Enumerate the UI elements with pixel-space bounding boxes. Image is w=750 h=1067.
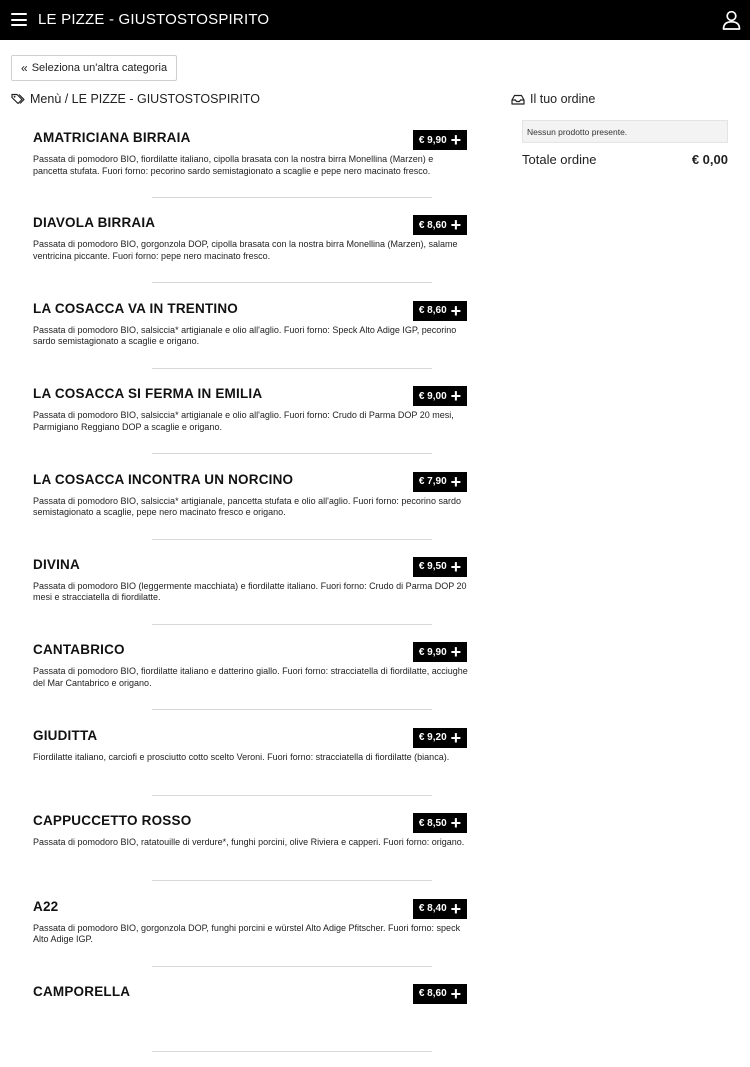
item-name: DIVINA [33, 556, 80, 572]
order-total-label: Totale ordine [522, 152, 597, 167]
plus-icon: + [450, 130, 462, 150]
plus-icon: + [450, 386, 462, 407]
item-description: Passata di pomodoro BIO, salsiccia* artigianale e olio all'aglio. Fuori forno: Crudo di Parma DOP 20 mesi, Parmigiano Reggiano DOP a scaglie e origano. [33, 410, 454, 432]
item-name: LA COSACCA SI FERMA IN EMILIA [33, 386, 263, 402]
item-name: CAPPUCCETTO ROSSO [33, 813, 192, 829]
menu-item [0, 128, 500, 213]
item-price: € 9,00 [418, 390, 447, 402]
add-to-order-button[interactable] [413, 728, 467, 748]
item-price: € 9,90 [418, 134, 447, 146]
menu-item-list [0, 128, 500, 1067]
add-to-order-button[interactable] [413, 386, 467, 406]
plus-icon: + [450, 642, 462, 663]
item-divider [152, 368, 432, 369]
item-divider [152, 197, 432, 198]
add-to-order-button[interactable] [413, 899, 467, 919]
order-title: Il tuo ordine [530, 92, 596, 106]
item-name: CANTABRICO [33, 642, 125, 658]
item-name: LA COSACCA INCONTRA UN NORCINO [33, 471, 294, 487]
menu-icon[interactable] [11, 13, 27, 26]
item-price: € 8,60 [418, 305, 447, 317]
add-to-order-button[interactable] [413, 472, 467, 492]
item-price: € 8,60 [418, 988, 447, 1000]
item-name: A22 [33, 898, 59, 914]
plus-icon: + [450, 727, 462, 748]
menu-item [0, 213, 500, 298]
item-name: AMATRICIANA BIRRAIA [33, 130, 191, 145]
menu-item [0, 555, 500, 640]
tags-icon [11, 93, 26, 105]
item-description: Passata di pomodoro BIO, gorgonzola DOP, funghi porcini e würstel Alto Adige Pfitscher. Fuori forno: speck Alto Adige IGP. [33, 922, 461, 945]
menu-item [0, 470, 500, 555]
item-price: € 8,60 [418, 219, 447, 231]
add-to-order-button[interactable] [413, 130, 467, 150]
user-icon[interactable] [722, 10, 741, 30]
add-to-order-button[interactable] [413, 215, 467, 235]
plus-icon: + [450, 471, 462, 492]
item-description: Passata di pomodoro BIO, gorgonzola DOP, cipolla brasata con la nostra birra Monellina (Marzen), salame ventricina piccante. Fuori forno: pepe nero macinato fresco. [33, 239, 458, 261]
item-description: Passata di pomodoro BIO, salsiccia* artigianale, pancetta stufata e olio all'aglio. Fuori forno: pecorino sardo semistagionato a scaglie, pepe nero macinato fresco e origano. [33, 495, 461, 518]
item-price: € 9,50 [418, 561, 447, 573]
plus-icon: + [450, 898, 462, 919]
select-category-button[interactable] [11, 55, 177, 81]
add-to-order-button[interactable] [413, 813, 467, 833]
item-description: Passata di pomodoro BIO, salsiccia* artigianale e olio all'aglio. Fuori forno: Speck Alto Adige IGP, pecorino sardo semistagionato a scaglie e origano. [33, 324, 457, 347]
plus-icon: + [450, 300, 462, 321]
item-divider [152, 966, 432, 967]
page-title: LE PIZZE - GIUSTOSTOSPIRITO [38, 11, 270, 28]
double-chevron-left-icon: « [21, 61, 28, 75]
item-name: DIAVOLA BIRRAIA [33, 215, 156, 231]
breadcrumb-text: Menù / LE PIZZE - GIUSTOSTOSPIRITO [30, 92, 260, 106]
order-total-value: € 0,00 [691, 152, 728, 167]
item-name: LA COSACCA VA IN TRENTINO [33, 300, 238, 316]
item-name: GIUDITTA [33, 727, 98, 743]
item-price: € 9,90 [418, 646, 447, 658]
item-divider [152, 453, 432, 454]
menu-item [0, 982, 500, 1067]
menu-item [0, 299, 500, 384]
item-divider [152, 539, 432, 540]
menu-item [0, 811, 500, 896]
item-price: € 9,20 [418, 732, 447, 744]
item-divider [152, 709, 432, 710]
order-empty-message: Nessun prodotto presente. [522, 120, 728, 143]
item-price: € 8,50 [418, 817, 447, 829]
add-to-order-button[interactable] [413, 642, 467, 662]
top-bar [0, 0, 750, 40]
plus-icon: + [450, 813, 462, 834]
plus-icon: + [450, 215, 462, 236]
item-description: Passata di pomodoro BIO (leggermente macchiata) e fiordilatte italiano. Fuori forno: Crudo di Parma DOP 20 mesi e stracciatella di fiordilatte. [33, 580, 467, 603]
add-to-order-button[interactable] [413, 557, 467, 577]
item-price: € 7,90 [418, 476, 447, 488]
item-price: € 8,40 [418, 903, 447, 915]
menu-item [0, 726, 500, 811]
add-to-order-button[interactable] [413, 301, 467, 321]
breadcrumb [11, 92, 260, 106]
item-description: Fiordilatte italiano, carciofi e prosciutto cotto scelto Veroni. Fuori forno: stracciatella di fiordilatte (bianca). [33, 751, 450, 762]
menu-item [0, 897, 500, 982]
item-description: Passata di pomodoro BIO, fiordilatte italiano e datterino giallo. Fuori forno: stracciatella di fiordilatte, acciughe del Mar Cantabrico e origano. [33, 666, 468, 688]
item-description: Passata di pomodoro BIO, ratatouille di verdure*, funghi porcini, olive Riviera e capperi. Fuori forno: origano. [33, 837, 465, 848]
plus-icon: + [450, 983, 462, 1004]
item-divider [152, 1051, 432, 1052]
menu-item [0, 384, 500, 469]
item-divider [152, 880, 432, 881]
plus-icon: + [450, 556, 462, 577]
item-name: CAMPORELLA [33, 983, 131, 999]
item-description: Passata di pomodoro BIO, fiordilatte italiano, cipolla brasata con la nostra birra Monellina (Marzen) e pancetta stufata. Fuori forno: pecorino sardo semistagionato a scaglie e pepe nero macinato fresco. [33, 154, 434, 176]
add-to-order-button[interactable] [413, 984, 467, 1004]
inbox-icon [511, 94, 525, 105]
item-divider [152, 624, 432, 625]
menu-item [0, 640, 500, 725]
item-divider [152, 795, 432, 796]
select-category-label: Seleziona un'altra categoria [31, 62, 168, 74]
item-divider [152, 282, 432, 283]
order-header [511, 92, 595, 106]
